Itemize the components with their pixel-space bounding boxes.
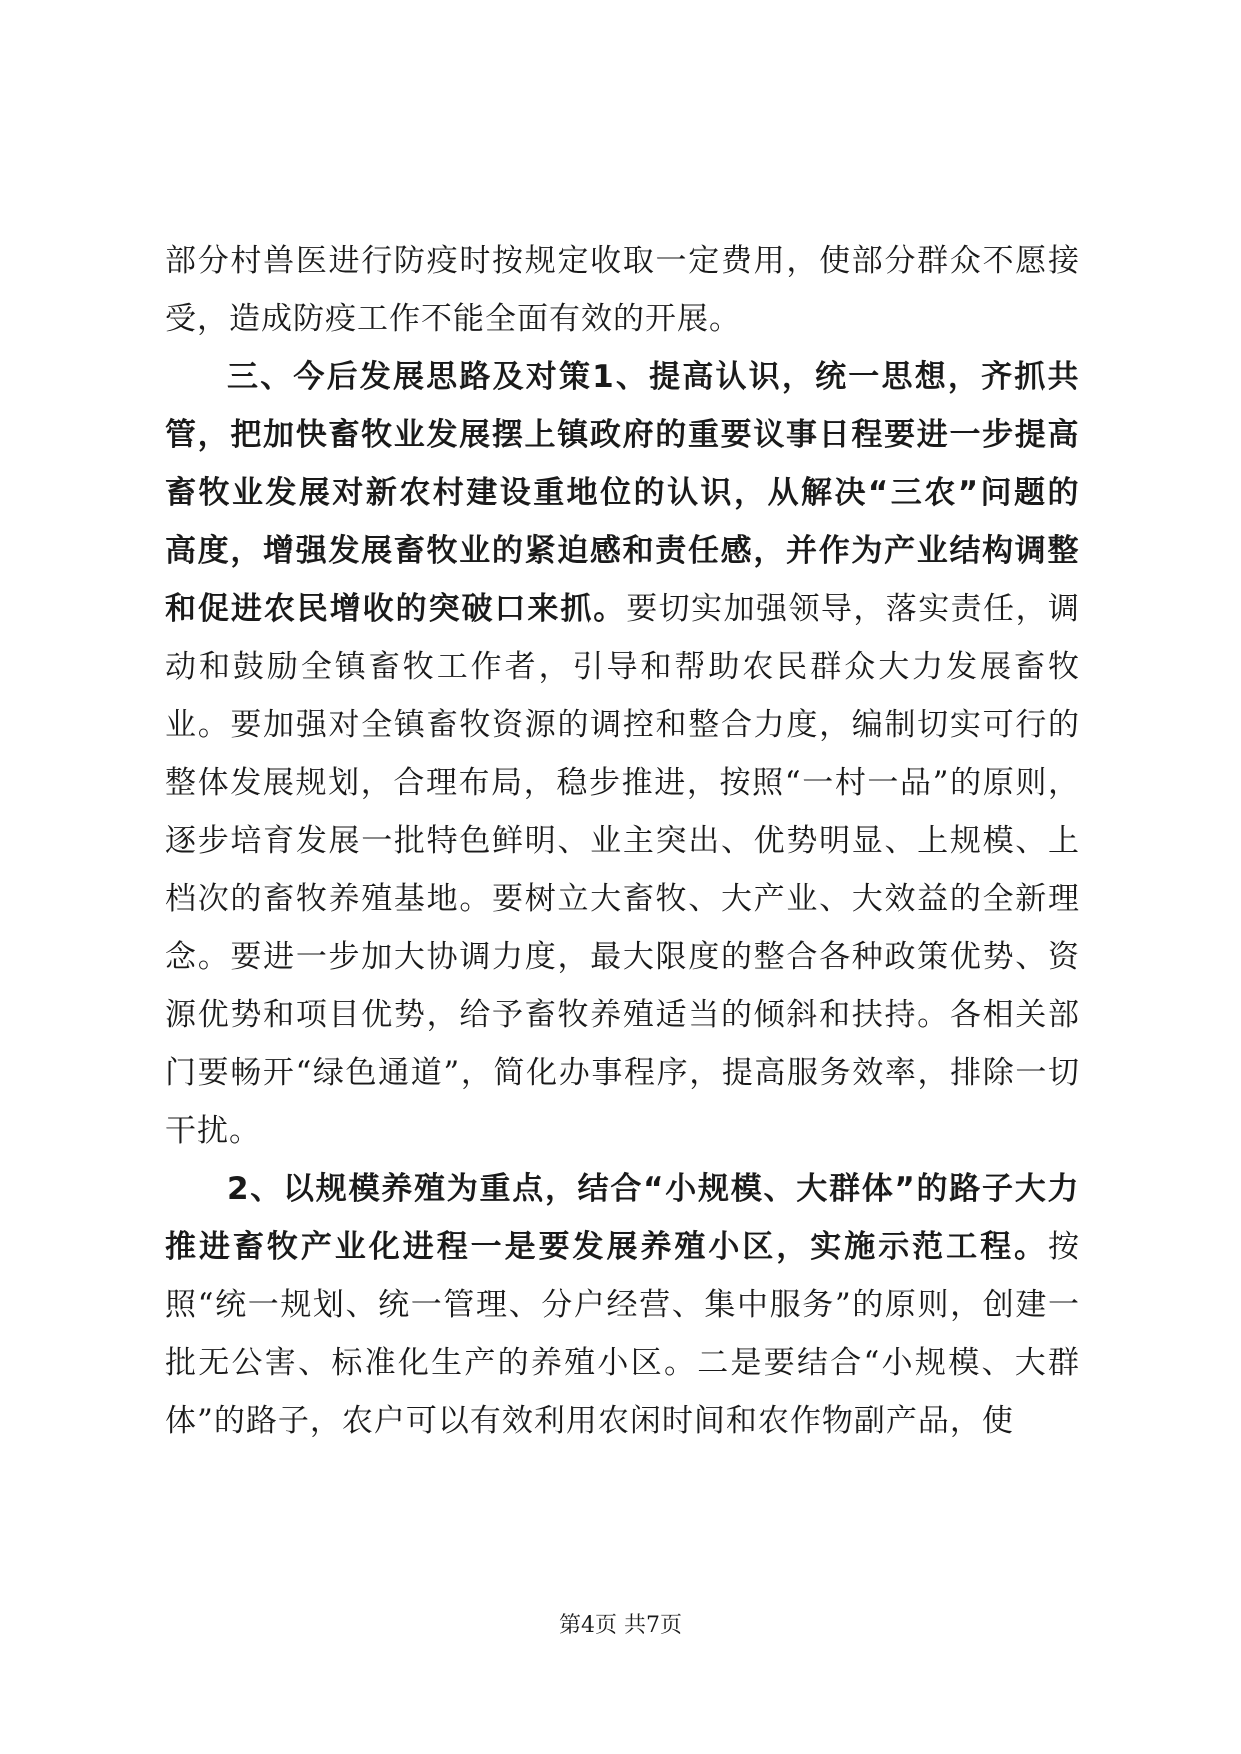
paragraph-1 [165,232,1080,348]
paragraph-2-text: 要切实加强领导，落实责任，调动和鼓励全镇畜牧工作者，引导和帮助农民群众大力发展畜牧业。要加强对全镇畜牧资源的调控和整合力度，编制切实可行的整体发展规划，合理布局，稳步推进，按照“一村一品”的原则，逐步培育发展一批特色鲜明、业主突出、优势明显、上规模、上档次的畜牧养殖基地。要树立大畜牧、大产业、大效益的全新理念。要进一步加大协调力度，最大限度的整合各种政策优势、资源优势和项目优势，给予畜牧养殖适当的倾斜和扶持。各相关部门要畅开“绿色通道”，简化办事程序，提高服务效率，排除一切干扰。 [165,591,1081,1149]
paragraph-3 [165,1160,1080,1450]
paragraph-3-heading: 2、以规模养殖为重点，结合“小规模、大群体”的路子大力推进畜牧产业化进程一是要发展养殖小区，实施示范工程。 [165,1171,1080,1265]
paragraph-2-heading: 三、今后发展思路及对策1、提高认识，统一思想，齐抓共管，把加快畜牧业发展摆上镇政府的重要议事日程要进一步提高畜牧业发展对新农村建设重地位的认识，从解决“三农”问题的高度，增强发展畜牧业的紧迫感和责任感，并作为产业结构调整和促进农民增收的突破口来抓。 [165,359,1080,627]
paragraph-2 [165,348,1080,1160]
page-number-footer: 第4页 共7页 [559,1613,682,1638]
paragraph-1-text: 部分村兽医进行防疫时按规定收取一定费用，使部分群众不愿接受，造成防疫工作不能全面有效的开展。 [165,243,1080,337]
body-text [165,232,1080,1450]
paragraph-3-text: 按照“统一规划、统一管理、分户经营、集中服务”的原则，创建一批无公害、标准化生产的养殖小区。二是要结合“小规模、大群体”的路子，农户可以有效利用农闲时间和农作物副产品，使 [165,1229,1080,1439]
